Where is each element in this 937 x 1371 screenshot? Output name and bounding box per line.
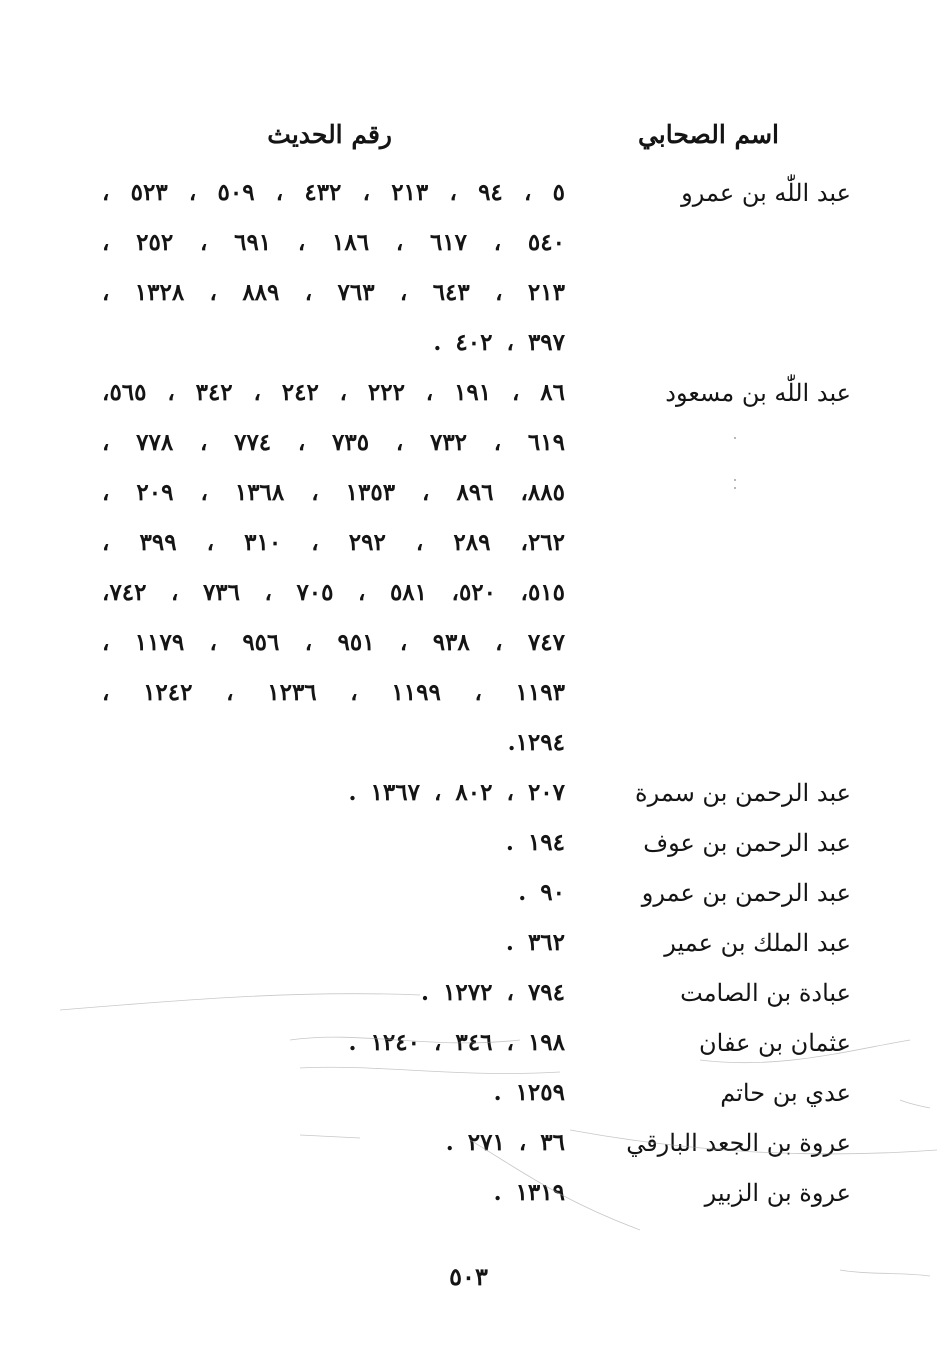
companion-name: عبد الرحمن بن عوف (643, 829, 851, 857)
hadith-numbers (0, 1068, 937, 1118)
hadith-numbers (0, 868, 937, 918)
hadith-number-line: ٩٠ . (518, 879, 565, 906)
entry-row (0, 1118, 937, 1168)
entry-row (0, 1018, 937, 1068)
page-number: ٥٠٣ (449, 1262, 488, 1291)
hadith-numbers (0, 368, 937, 768)
hadith-number-line: ٢١٣ ، ٦٤٣ ، ٧٦٣ ، ٨٨٩ ، ١٣٢٨ ، (102, 279, 565, 306)
hadith-number-line: ١٢٥٩ . (493, 1079, 565, 1106)
entry-row (0, 918, 937, 968)
hadith-numbers (0, 918, 937, 968)
hadith-number-line: ١١٩٣ ، ١١٩٩ ، ١٢٣٦ ، ١٢٤٢ ، (102, 679, 565, 706)
hadith-number-line: ٥١٥، ٥٢٠، ٥٨١ ، ٧٠٥ ، ٧٣٦ ، ٧٤٢، (102, 579, 565, 606)
companion-name: عثمان بن عفان (699, 1029, 851, 1057)
companion-name: عروة بن الجعد البارقي (626, 1129, 851, 1157)
hadith-number-line: ١٣١٩ . (493, 1179, 565, 1206)
hadith-number-line: ٨٦ ، ١٩١ ، ٢٢٢ ، ٢٤٢ ، ٣٤٢ ، ٥٦٥، (102, 379, 565, 406)
hadith-numbers (0, 968, 937, 1018)
hadith-number-line: ١٢٩٤. (507, 729, 565, 756)
companion-name: عبد اللّٰه بن عمرو (681, 179, 851, 207)
hadith-number-line: ٥٤٠ ، ٦١٧ ، ١٨٦ ، ٦٩١ ، ٢٥٢ ، (102, 229, 565, 256)
companion-name: عبد الرحمن بن سمرة (635, 779, 851, 807)
hadith-number-line: ٢٦٢، ٢٨٩ ، ٢٩٢ ، ٣١٠ ، ٣٩٩ ، (102, 529, 565, 556)
companion-name: عبد اللّٰه بن مسعود (665, 379, 851, 407)
hadith-numbers (0, 768, 937, 818)
header-companion-name: اسم الصحابي (637, 120, 779, 149)
hadith-numbers (0, 1018, 937, 1068)
column-headers (0, 120, 937, 160)
entry-row (0, 968, 937, 1018)
hadith-number-line: ٧٤٧ ، ٩٣٨ ، ٩٥١ ، ٩٥٦ ، ١١٧٩ ، (102, 629, 565, 656)
entry-row (0, 368, 937, 768)
hadith-numbers (0, 1118, 937, 1168)
companion-name: عروة بن الزبير (704, 1179, 851, 1207)
entry-row (0, 168, 937, 368)
hadith-number-line: ٣٦ ، ٢٧١ . (445, 1129, 565, 1156)
entry-row (0, 818, 937, 868)
hadith-number-line: ٣٦٢ . (505, 929, 565, 956)
hadith-numbers (0, 168, 937, 368)
hadith-number-line: ٦١٩ ، ٧٣٢ ، ٧٣٥ ، ٧٧٤ ، ٧٧٨ ، (102, 429, 565, 456)
hadith-number-line: ٣٩٧ ، ٤٠٢ . (433, 329, 565, 356)
hadith-number-line: ٨٨٥، ٨٩٦ ، ١٣٥٣ ، ١٣٦٨ ، ٢٠٩ ، (102, 479, 565, 506)
index-table (0, 168, 937, 1218)
companion-name: عبادة بن الصامت (680, 979, 851, 1007)
hadith-numbers (0, 818, 937, 868)
companion-name: عدي بن حاتم (720, 1079, 851, 1107)
hadith-number-line: ٢٠٧ ، ٨٠٢ ، ١٣٦٧ . (348, 779, 565, 806)
hadith-number-line: ٥ ، ٩٤ ، ٢١٣ ، ٤٣٢ ، ٥٠٩ ، ٥٢٣ ، (102, 179, 565, 206)
entry-row (0, 1168, 937, 1218)
companion-name: عبد الرحمن بن عمرو (641, 879, 851, 907)
entry-row (0, 1068, 937, 1118)
companion-name: عبد الملك بن عمير (664, 929, 851, 957)
entry-row (0, 868, 937, 918)
hadith-number-line: ١٩٨ ، ٣٤٦ ، ١٢٤٠ . (348, 1029, 565, 1056)
hadith-number-line: ١٩٤ . (505, 829, 565, 856)
hadith-number-line: ٧٩٤ ، ١٢٧٢ . (421, 979, 565, 1006)
header-hadith-number: رقم الحديث (267, 120, 392, 149)
entry-row (0, 768, 937, 818)
hadith-numbers (0, 1168, 937, 1218)
